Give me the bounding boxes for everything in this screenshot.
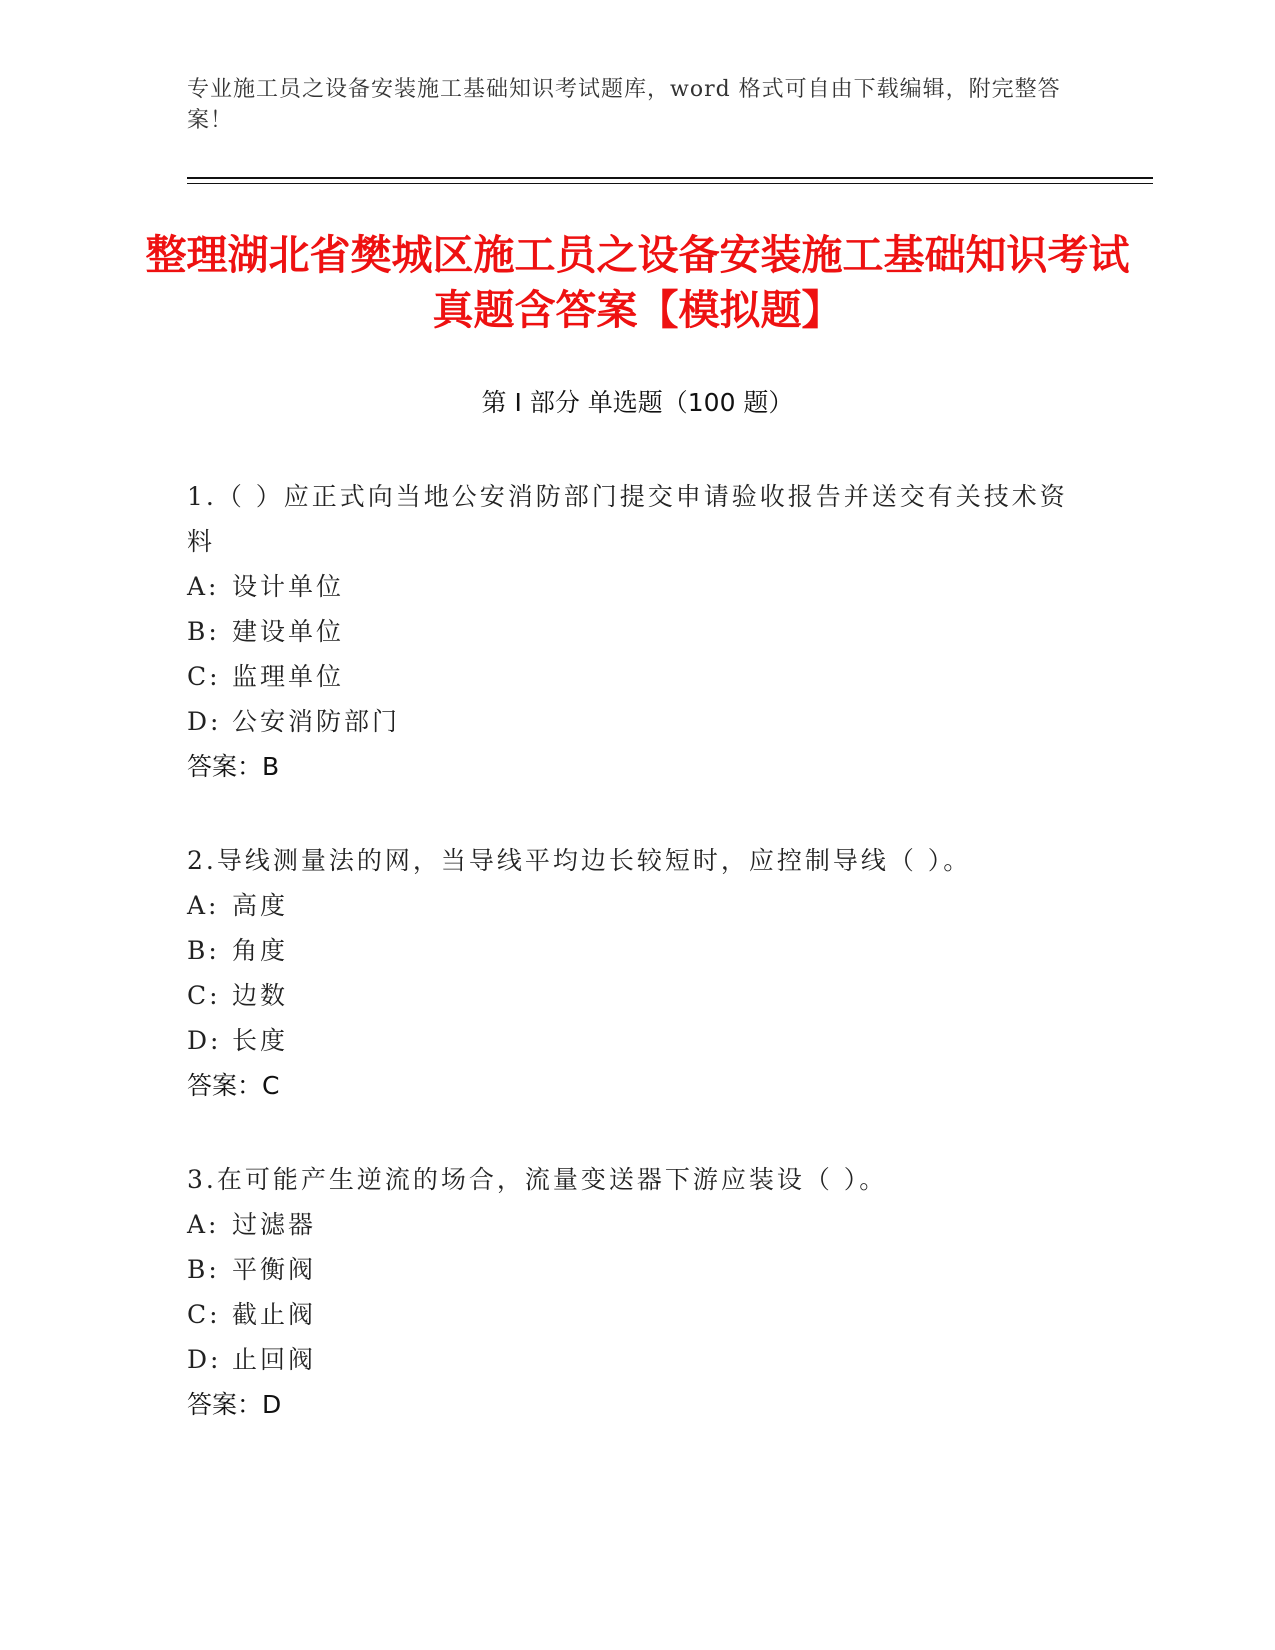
- option-text: 公安消防部门: [232, 707, 401, 736]
- option-d: [187, 1018, 1087, 1063]
- header-note: 专业施工员之设备安装施工基础知识考试题库，word 格式可自由下载编辑，附完整答案！: [187, 77, 1061, 133]
- header-divider-thin: [187, 183, 1153, 184]
- header-divider-thick: [187, 177, 1153, 179]
- option-a: [187, 883, 1087, 928]
- option-key: B:: [187, 617, 220, 646]
- option-b: [187, 609, 1087, 654]
- option-text: 高度: [232, 891, 289, 920]
- option-text: 过滤器: [232, 1210, 317, 1239]
- option-a: [187, 564, 1087, 609]
- question-stem: 1.（ ）应正式向当地公安消防部门提交申请验收报告并送交有关技术资料: [187, 482, 1068, 556]
- option-key: A:: [187, 891, 220, 920]
- question-3: [187, 1157, 1087, 1427]
- option-key: A:: [187, 1210, 220, 1239]
- question-stem: 2.导线测量法的网，当导线平均边长较短时，应控制导线（ ）。: [187, 846, 972, 875]
- option-b: [187, 1247, 1087, 1292]
- option-key: B:: [187, 936, 220, 965]
- option-key: D:: [187, 1026, 222, 1055]
- option-text: 监理单位: [232, 662, 345, 691]
- option-key: C:: [187, 662, 221, 691]
- option-d: [187, 1337, 1087, 1382]
- option-key: D:: [187, 1345, 222, 1374]
- answer-line: 答案：D: [187, 1390, 282, 1419]
- answer-line: 答案：B: [187, 752, 280, 781]
- answer-line: 答案：C: [187, 1071, 280, 1100]
- option-a: [187, 1202, 1087, 1247]
- option-d: [187, 699, 1087, 744]
- option-c: [187, 654, 1087, 699]
- question-1: [187, 474, 1087, 789]
- option-text: 建设单位: [232, 617, 345, 646]
- option-c: [187, 1292, 1087, 1337]
- option-key: C:: [187, 981, 221, 1010]
- option-text: 止回阀: [232, 1345, 317, 1374]
- option-text: 长度: [232, 1026, 289, 1055]
- question-2: [187, 838, 1087, 1108]
- option-c: [187, 973, 1087, 1018]
- question-stem: 3.在可能产生逆流的场合，流量变送器下游应装设（ ）。: [187, 1165, 888, 1194]
- option-text: 平衡阀: [232, 1255, 317, 1284]
- option-text: 边数: [232, 981, 289, 1010]
- option-text: 截止阀: [232, 1300, 317, 1329]
- option-b: [187, 928, 1087, 973]
- option-key: A:: [187, 572, 220, 601]
- section-title: 第 I 部分 单选题（100 题）: [481, 388, 794, 417]
- option-key: D:: [187, 707, 222, 736]
- option-key: B:: [187, 1255, 220, 1284]
- document-title: 整理湖北省樊城区施工员之设备安装施工基础知识考试真题含答案【模拟题】: [145, 231, 1130, 334]
- option-key: C:: [187, 1300, 221, 1329]
- option-text: 设计单位: [232, 572, 345, 601]
- option-text: 角度: [232, 936, 289, 965]
